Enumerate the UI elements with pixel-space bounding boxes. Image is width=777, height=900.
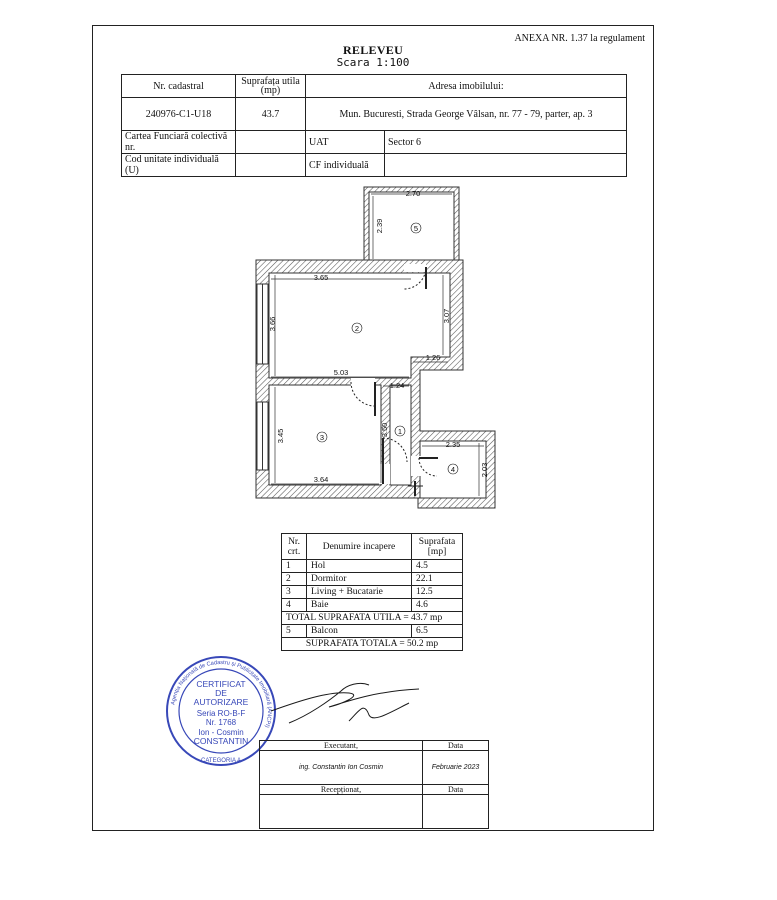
stamp-line: CERTIFICAT: [196, 679, 246, 689]
room-name: Baie: [307, 599, 412, 612]
room-number-bedroom: 3: [319, 433, 325, 442]
floor-plan: [93, 26, 655, 526]
room-number-living: 2: [354, 324, 360, 333]
cadastral-col-header: Nr. cadastral: [122, 75, 236, 98]
signoff-table: [259, 740, 489, 829]
dim-bath-depth: 2.03: [480, 462, 489, 478]
stamp-line: DE: [215, 688, 227, 698]
total-useful-area: TOTAL SUPRAFATA UTILA = 43.7 mp: [282, 612, 463, 625]
room-number-bath: 4: [450, 465, 456, 474]
room-area: 22.1: [412, 573, 463, 586]
cf-individual-label: CF individuală: [306, 154, 385, 177]
dim-hall-width: 1.24: [389, 381, 405, 390]
room-area: 6.5: [412, 625, 463, 638]
rooms-col-name: Denumire incapere: [307, 534, 412, 560]
room-area: 4.6: [412, 599, 463, 612]
room-nr: 2: [282, 573, 307, 586]
receptionat-label: Recepționat,: [260, 785, 423, 795]
date-label-2: Data: [423, 785, 489, 795]
page-title: RELEVEU: [342, 43, 404, 57]
rooms-col-nr: Nr. crt.: [282, 534, 307, 560]
annex-label: ANEXA NR. 1.37 la regulament: [514, 33, 645, 44]
cadastral-value: 240976-C1-U18: [122, 98, 236, 131]
room-name: Living + Bucatarie: [307, 586, 412, 599]
dim-living-left: 3.66: [268, 316, 277, 332]
table-row: [282, 560, 463, 573]
table-row: [282, 586, 463, 599]
room-nr: 1: [282, 560, 307, 573]
room-nr: 3: [282, 586, 307, 599]
room-name: Balcon: [307, 625, 412, 638]
executant-label: Executant,: [260, 741, 423, 751]
rooms-table: [281, 533, 463, 651]
stamp-ring-text: Agenția Națională de Cadastru și Publicitate Imobiliară (ANCPI): [170, 659, 273, 729]
surface-value: 43.7: [236, 98, 306, 131]
carte-funciara-label: Cartea Funciară colectivă nr.: [122, 131, 236, 154]
room-number-hall: 1: [397, 427, 403, 436]
dim-living-top: 3.65: [313, 273, 329, 282]
address-value: Mun. Bucuresti, Strada George Vâlsan, nr. 77 - 79, parter, ap. 3: [306, 98, 627, 131]
dim-living-bottom: 5.03: [333, 368, 349, 377]
room-number-balcony: 5: [413, 224, 419, 233]
stamp-line: CONSTANTIN: [193, 736, 249, 746]
stamp-line: Nr. 1768: [205, 718, 237, 727]
dim-bath-width: 2.35: [445, 440, 461, 449]
room-name: Dormitor: [307, 573, 412, 586]
uat-label: UAT: [306, 131, 385, 154]
stamp-line: Seria RO-B-F: [196, 709, 246, 718]
room-area: 4.5: [412, 560, 463, 573]
surface-col-header: Suprafața utila (mp): [236, 75, 306, 98]
room-nr: 4: [282, 599, 307, 612]
date-label: Data: [423, 741, 489, 751]
receptionat-value: [260, 795, 423, 829]
stamp-line: AUTORIZARE: [193, 697, 249, 707]
executant-name: ing. Constantin Ion Cosmin: [260, 751, 423, 785]
dim-balcony-width: 2.70: [405, 189, 421, 198]
document-sheet: [92, 25, 654, 831]
table-row: [282, 625, 463, 638]
dim-hall-length: 3.50: [380, 422, 389, 438]
signature: [269, 671, 429, 731]
unit-code-label: Cod unitate individuală (U): [122, 154, 236, 177]
total-area: SUPRAFATA TOTALA = 50.2 mp: [282, 638, 463, 651]
dim-balcony-depth: 2.39: [375, 218, 384, 234]
uat-value: Sector 6: [385, 131, 627, 154]
address-col-header: Adresa imobilului:: [306, 75, 627, 98]
room-nr: 5: [282, 625, 307, 638]
table-row: [282, 573, 463, 586]
dim-bedroom-bottom: 3.64: [313, 475, 329, 484]
scale-label: Scara 1:100: [336, 56, 410, 69]
dim-recess: 1.26: [425, 353, 441, 362]
dim-living-right: 3.07: [442, 308, 451, 324]
receptionat-date: [423, 795, 489, 829]
executant-date: Februarie 2023: [423, 751, 489, 785]
stamp-line: CATEGORIA A: [201, 758, 241, 764]
stamp-line: Ion - Cosmin: [198, 728, 244, 737]
rooms-col-area: Suprafata [mp]: [412, 534, 463, 560]
room-area: 12.5: [412, 586, 463, 599]
room-name: Hol: [307, 560, 412, 573]
dim-bedroom-left: 3.45: [276, 428, 285, 444]
table-row: [282, 599, 463, 612]
